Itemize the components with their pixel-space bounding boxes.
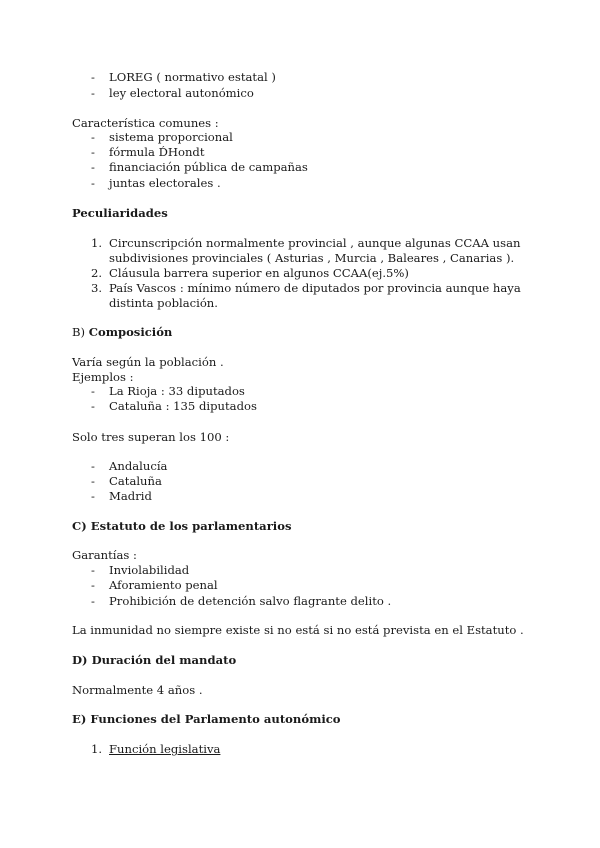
document-page: - LOREG ( normativo estatal ) - ley electoral autonómico Característica comunes : - sistema proporcional - fórmula D́Hondt - financiación pública de campañas - juntas electorales . Peculiaridades 1. Circunscripción normalmente provincial , aunque algunas CCAA usan subdivisiones provinciales ( Asturias , Murcia , Baleares , Canarias ). 2. Cláusula barrera superior en algunos CCAA(ej.5%) 3. País Vascos : mínimo número de diputados por provincia aunque haya distinta población. B) Composición Varía según la población . Ejemplos : - La Rioja : 33 diputados - Cataluña : 135 diputados Solo tres superan los 100 : - Andalucía - Cataluña - Madrid C) Estatuto de los parlamentarios Garantías : - Inviolabilidad - Aforamiento penal - Prohibición de detención salvo flagrante delito . La inmunidad no siempre existe si no está si no está prevista en el Estatuto . D) Duración del mandato Normalmente 4 años . E) Funciones del Parlamento autonómico 1. Función legislativa: [72, 70, 524, 756]
item-text: subdivisiones provinciales ( Asturias , Murcia , Baleares , Canarias ).: [109, 251, 515, 265]
dash-bullet: -: [91, 459, 95, 473]
dash-bullet: -: [91, 489, 95, 503]
item-number: 1.: [91, 236, 103, 250]
dash-bullet: -: [91, 578, 95, 592]
dash-bullet: -: [91, 86, 95, 100]
list-item-text: Aforamiento penal: [109, 578, 218, 592]
list-item-text: fórmula D́Hondt: [109, 145, 205, 159]
dash-bullet: -: [91, 563, 95, 577]
dash-bullet: -: [91, 70, 95, 84]
list-item-text: Cataluña: [109, 474, 162, 488]
list-item-text: La Rioja : 33 diputados: [109, 384, 245, 398]
list-item-text: LOREG ( normativo estatal ): [109, 70, 276, 84]
item-number: 3.: [91, 281, 103, 295]
item-text: distinta población.: [109, 296, 218, 310]
list-item-text: financiación pública de campañas: [109, 160, 308, 174]
list-item-text: Cataluña : 135 diputados: [109, 399, 257, 413]
dash-bullet: -: [91, 130, 95, 144]
item-number: 1.: [91, 742, 103, 756]
dash-bullet: -: [91, 399, 95, 413]
list-item-text: juntas electorales .: [109, 176, 221, 190]
section-title: Composición: [88, 325, 173, 339]
list-item-text: ley electoral autonómico: [109, 86, 254, 100]
list-item-text: Andalucía: [109, 459, 168, 473]
list-item-text: Madrid: [109, 489, 152, 503]
item-text: Función legislativa: [109, 742, 221, 756]
item-text: País Vascos : mínimo número de diputados por provincia aunque haya: [109, 281, 521, 295]
dash-bullet: -: [91, 176, 95, 190]
item-text: Cláusula barrera superior en algunos CCAA(ej.5%): [109, 266, 409, 280]
dash-bullet: -: [91, 160, 95, 174]
dash-bullet: -: [91, 384, 95, 398]
list-item-text: sistema proporcional: [109, 130, 233, 144]
dash-bullet: -: [91, 145, 95, 159]
item-number: 2.: [91, 266, 103, 280]
dash-bullet: -: [91, 594, 95, 608]
dash-bullet: -: [91, 474, 95, 488]
list-item-text: Inviolabilidad: [109, 563, 190, 577]
item-text: Circunscripción normalmente provincial , aunque algunas CCAA usan: [109, 236, 521, 250]
list-item-text: Prohibición de detención salvo flagrante delito .: [109, 594, 392, 608]
section-prefix: B): [72, 325, 86, 339]
